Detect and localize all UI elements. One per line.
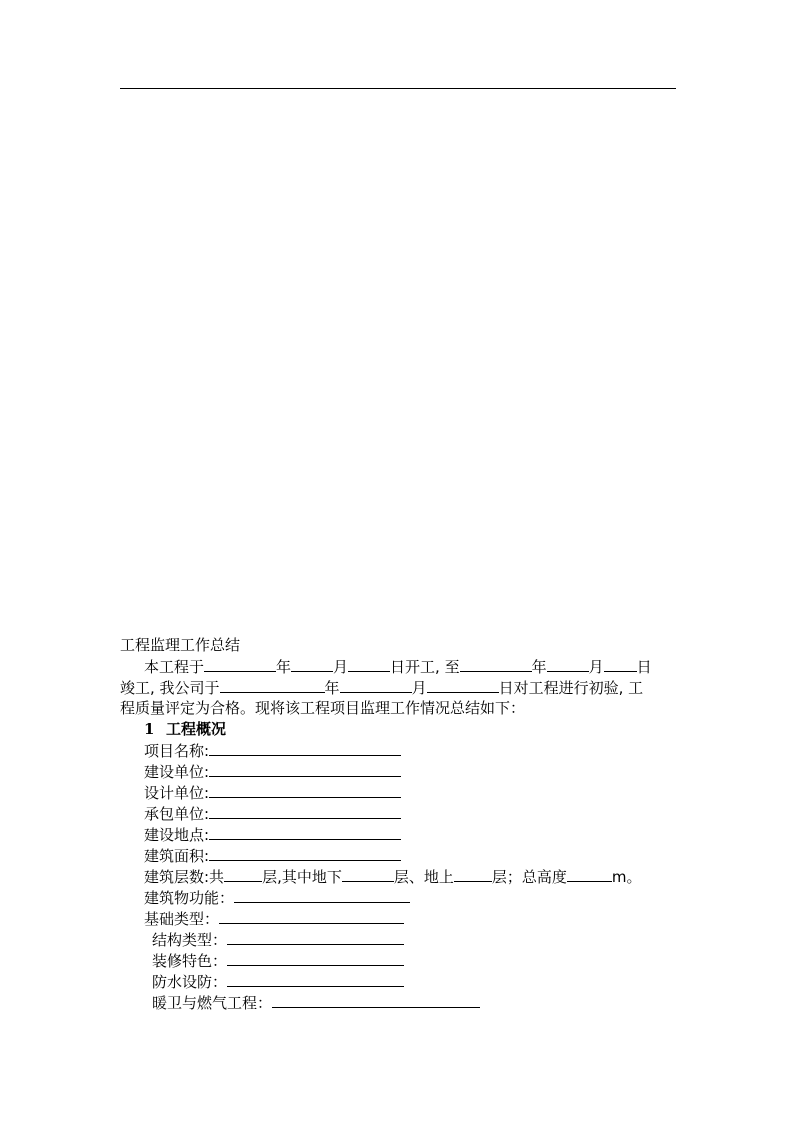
inspect-month-blank[interactable] <box>340 677 412 693</box>
field-build-unit <box>120 761 680 782</box>
field-structure <box>120 929 680 950</box>
document-title: 工程监理工作总结 <box>120 636 241 654</box>
field-foundation <box>120 908 680 929</box>
field-label: 建筑面积: <box>144 847 210 865</box>
build-unit-blank[interactable] <box>209 761 401 777</box>
field-label: 建筑层数:共 <box>144 868 225 886</box>
field-label: 建筑物功能： <box>144 889 235 907</box>
contractor-blank[interactable] <box>209 803 401 819</box>
field-label: m。 <box>611 868 642 886</box>
start-day-blank[interactable] <box>348 656 390 672</box>
header-rule <box>120 88 676 89</box>
height-blank[interactable] <box>567 866 612 882</box>
field-location <box>120 824 680 845</box>
field-function <box>120 887 680 908</box>
intro-text: 竣工, 我公司于 <box>120 679 220 697</box>
field-floors <box>120 866 680 887</box>
hvac-blank[interactable] <box>272 992 480 1008</box>
field-label: 建设地点: <box>144 826 210 844</box>
month-label: 月 <box>333 658 349 676</box>
field-waterproof <box>120 971 680 992</box>
project-name-blank[interactable] <box>209 740 401 756</box>
year-label: 年 <box>531 658 547 676</box>
intro-line-1 <box>120 656 680 677</box>
underground-floors-blank[interactable] <box>342 866 394 882</box>
day-label: 日 <box>636 658 652 676</box>
waterproof-blank[interactable] <box>227 971 404 987</box>
year-label: 年 <box>324 679 340 697</box>
field-label: 结构类型： <box>152 931 228 949</box>
field-contractor <box>120 803 680 824</box>
decoration-blank[interactable] <box>227 950 404 966</box>
field-project-name <box>120 740 680 761</box>
intro-text: 本工程于 <box>144 658 205 676</box>
end-month-blank[interactable] <box>547 656 589 672</box>
month-label: 月 <box>588 658 604 676</box>
end-year-blank[interactable] <box>460 656 532 672</box>
field-label: 基础类型： <box>144 910 220 928</box>
field-area <box>120 845 680 866</box>
structure-blank[interactable] <box>227 929 404 945</box>
field-label: 设计单位: <box>144 784 210 802</box>
document-body <box>120 635 680 1013</box>
field-label: 层；总高度 <box>491 868 567 886</box>
field-label: 装修特色： <box>152 952 228 970</box>
start-year-blank[interactable] <box>204 656 276 672</box>
field-label: 层、地上 <box>393 868 454 886</box>
foundation-blank[interactable] <box>219 908 404 924</box>
field-hvac <box>120 992 680 1013</box>
aboveground-floors-blank[interactable] <box>454 866 492 882</box>
field-label: 防水设防： <box>152 973 228 991</box>
section-heading <box>120 719 680 740</box>
field-design-unit <box>120 782 680 803</box>
field-label: 项目名称: <box>144 742 210 760</box>
intro-text: 日对工程进行初验, 工 <box>498 679 644 697</box>
function-blank[interactable] <box>234 887 410 903</box>
field-label: 层,其中地下 <box>262 868 342 886</box>
year-label: 年 <box>276 658 292 676</box>
start-month-blank[interactable] <box>291 656 333 672</box>
intro-line-2 <box>120 677 680 698</box>
field-decoration <box>120 950 680 971</box>
month-label: 月 <box>411 679 427 697</box>
section-number: 1 <box>144 720 155 738</box>
intro-line-3: 程质量评定为合格。现将该工程项目监理工作情况总结如下： <box>120 699 526 717</box>
end-day-blank[interactable] <box>604 656 637 672</box>
field-label: 暖卫与燃气工程： <box>152 994 273 1012</box>
design-unit-blank[interactable] <box>209 782 401 798</box>
field-label: 建设单位: <box>144 763 210 781</box>
inspect-year-blank[interactable] <box>220 677 325 693</box>
location-blank[interactable] <box>209 824 401 840</box>
total-floors-blank[interactable] <box>224 866 262 882</box>
area-blank[interactable] <box>209 845 401 861</box>
field-label: 承包单位: <box>144 805 210 823</box>
inspect-day-blank[interactable] <box>427 677 499 693</box>
day-label: 日开工, 至 <box>390 658 460 676</box>
section-title: 工程概况 <box>166 720 227 738</box>
